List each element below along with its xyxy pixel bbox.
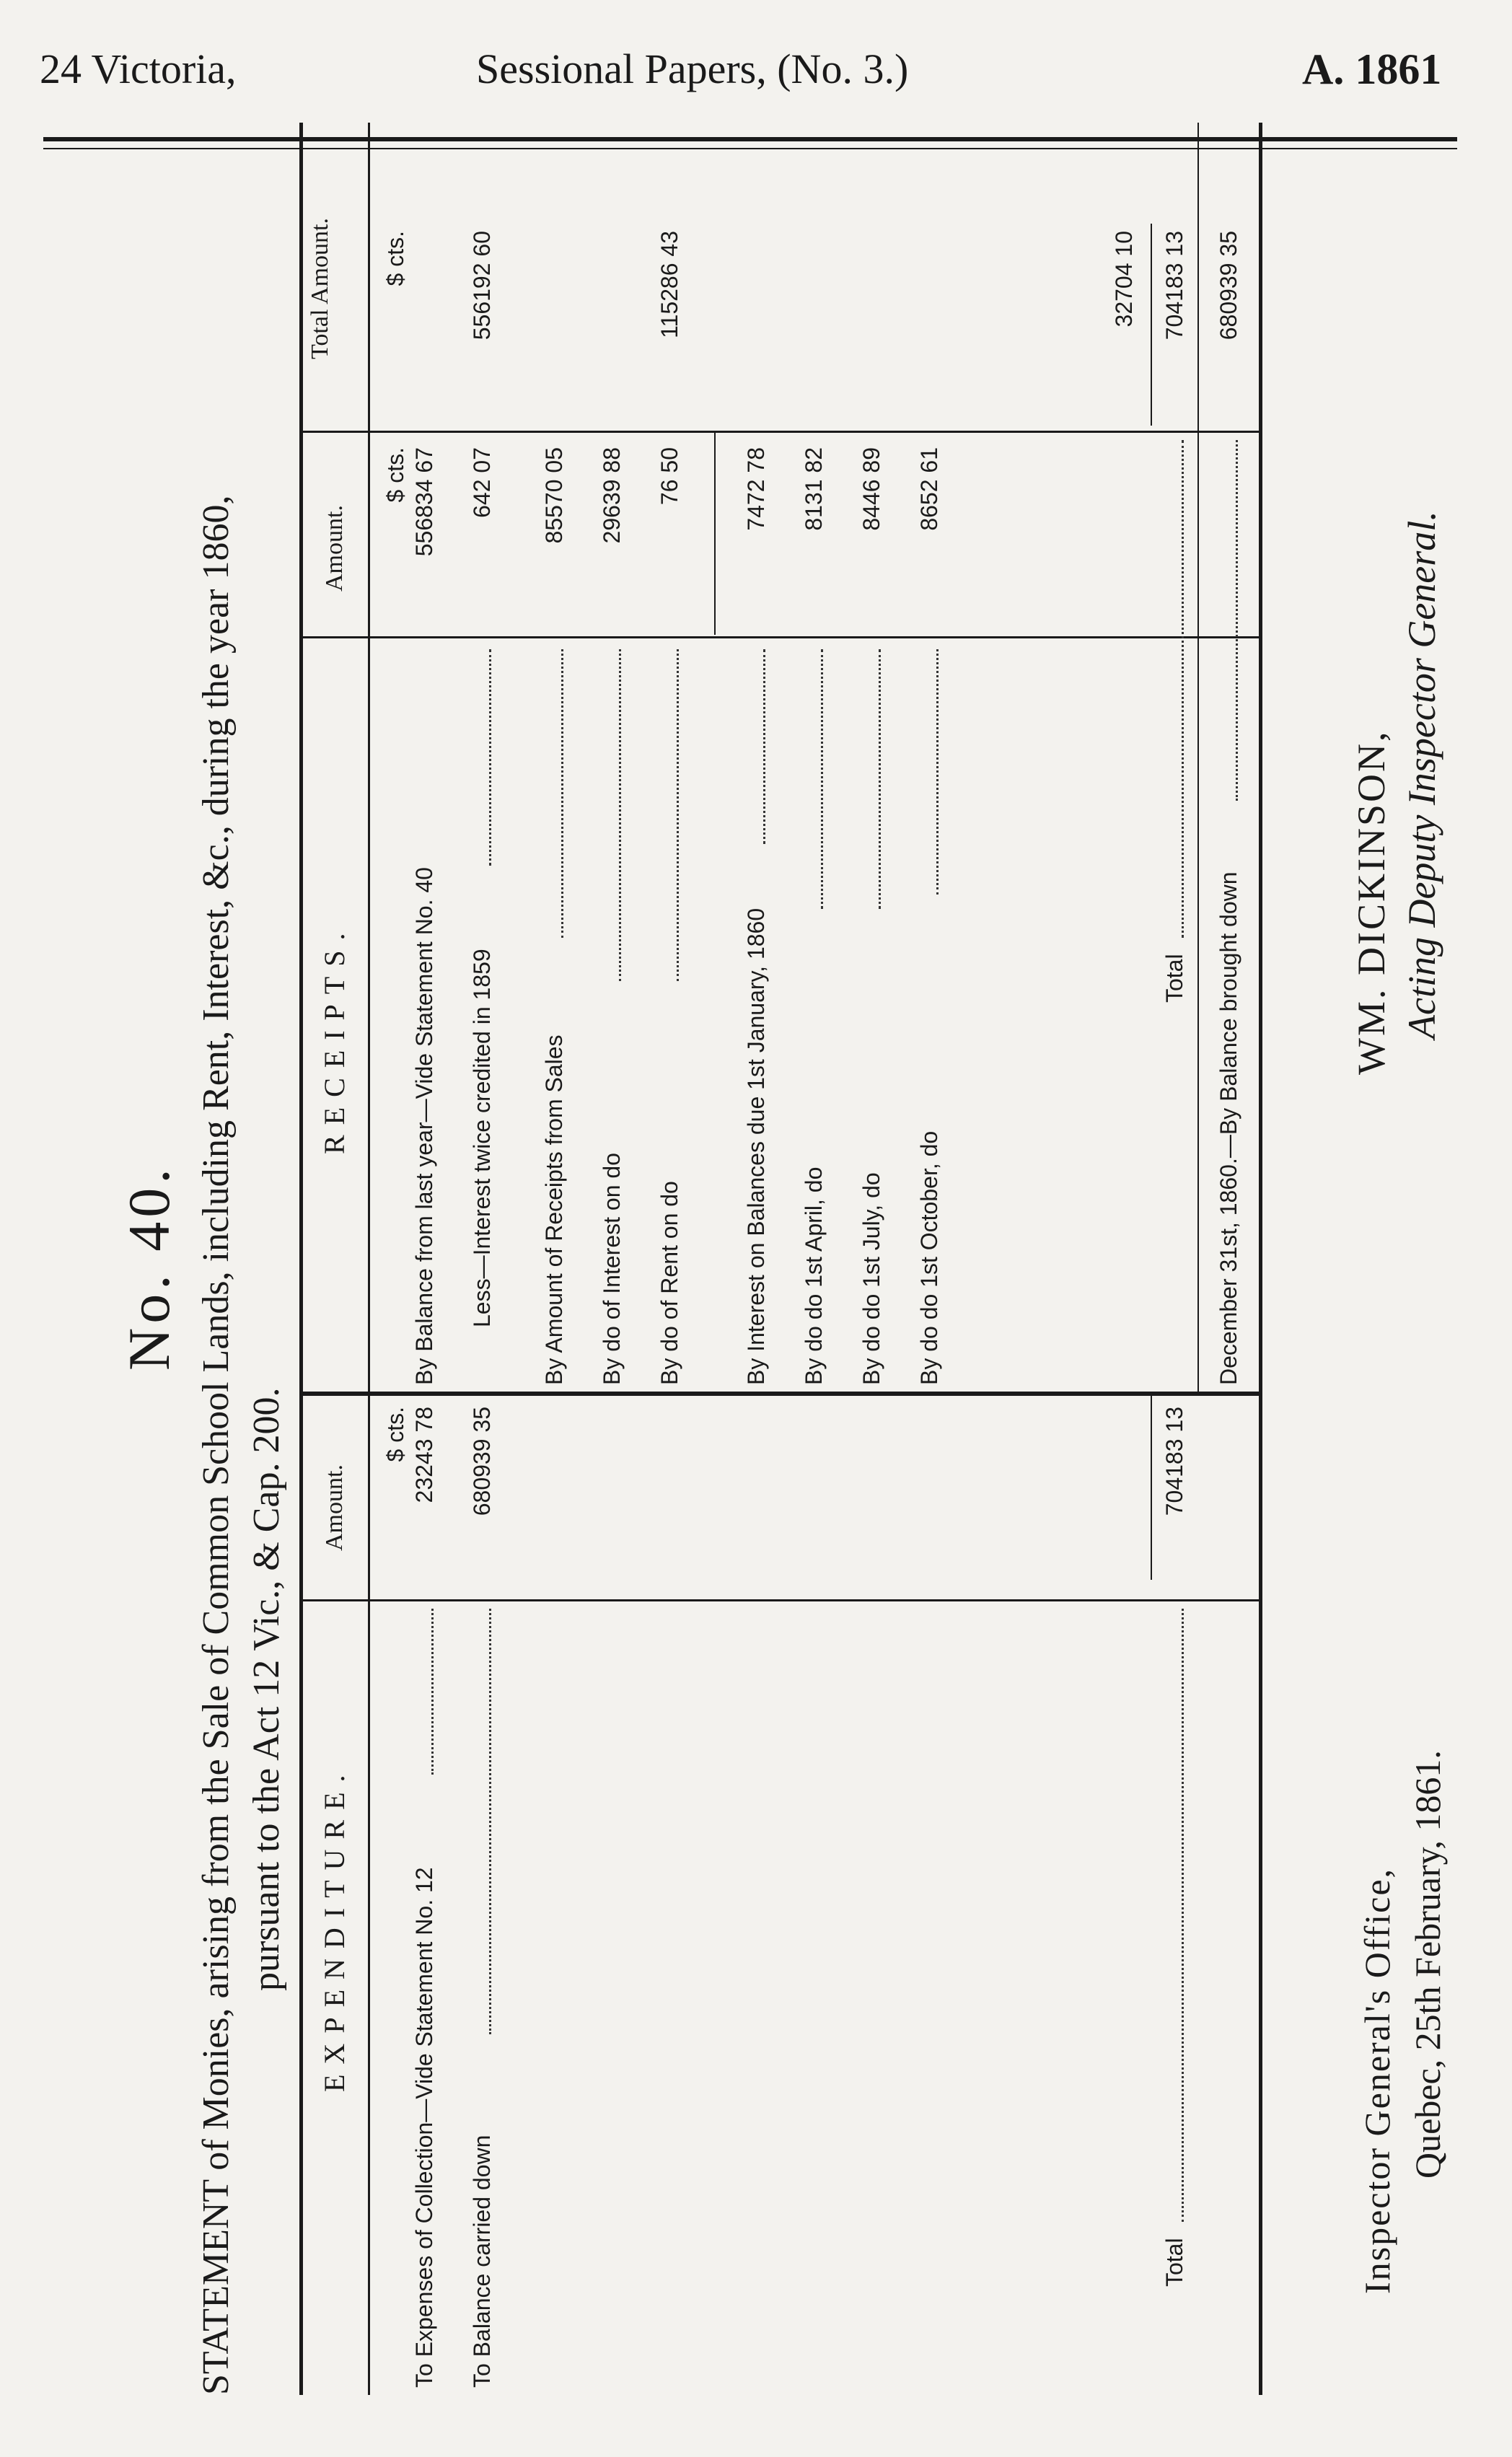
divider-receipts-amount <box>299 636 1259 638</box>
rec-row-8-amount: 8446 89 <box>858 447 884 531</box>
rec-sub-rule-1 <box>714 433 716 635</box>
table-bottom-rule <box>1259 123 1262 2395</box>
rec-total-leader <box>1182 440 1184 938</box>
rec-row-3-label: By Amount of Receipts from Sales <box>541 1034 567 1385</box>
rec-total-amount: 704183 13 <box>1161 231 1187 340</box>
exp-total-amount: 704183 13 <box>1161 1407 1187 1516</box>
rec-row-5-amount: 76 50 <box>656 447 682 506</box>
rec-row-3-leader <box>561 649 563 938</box>
exp-total-leader <box>1182 1609 1184 2222</box>
rec-row-5-total: 115286 43 <box>656 231 682 338</box>
rec-balance-label: December 31st, 1860.—By Balance brought down <box>1216 871 1241 1385</box>
divider-amount-total <box>299 431 1259 433</box>
header-left: 24 Victoria, <box>40 45 237 92</box>
rec-row-5-label: By do of Rent on do <box>656 1181 682 1385</box>
table-header-rule <box>368 123 370 2395</box>
rec-row-3-amount: 85570 05 <box>541 447 567 544</box>
rec-row-6-label: By Interest on Balances due 1st January, 1860 <box>743 907 769 1385</box>
rec-row-2-leader <box>489 649 491 866</box>
rec-balance-rule <box>1197 123 1199 1392</box>
divider-exp-receipts <box>299 1392 1259 1396</box>
exp-row-1-label: To Expenses of Collection—Vide Statement No. 12 <box>411 1867 437 2388</box>
document-title-line2: pursuant to the Act 12 Vic., & Cap. 200. <box>246 1387 287 1991</box>
rotated-statement <box>115 123 1472 2395</box>
expenditure-heading: EXPENDITURE. <box>318 1764 351 2092</box>
rec-row-1-amount: 556834 67 <box>411 447 437 557</box>
rec-row-9-leader <box>936 649 939 895</box>
receipts-total-heading: Total Amount. <box>307 218 333 359</box>
rec-total-label: Total <box>1161 954 1187 1003</box>
rec-row-7-label: By do do 1st April, do <box>801 1166 827 1385</box>
exp-total-rule <box>1151 1396 1152 1580</box>
total-currency: $ cts. <box>382 231 408 286</box>
rec-row-6-amount: 7472 78 <box>743 447 769 531</box>
header-right: A. 1861 <box>1302 45 1442 93</box>
rec-row-8-leader <box>879 649 881 909</box>
exp-row-1-amount: 23243 78 <box>411 1407 437 1503</box>
rec-row-9-total: 32704 10 <box>1111 231 1137 328</box>
rec-row-7-amount: 8131 82 <box>801 447 827 531</box>
rec-row-9-amount: 8652 61 <box>916 447 942 531</box>
rec-row-2-label: Less—Interest twice credited in 1859 <box>469 949 495 1327</box>
rec-row-8-label: By do do 1st July, do <box>858 1172 884 1385</box>
exp-currency: $ cts. <box>382 1407 408 1462</box>
document-number: No. 40. <box>116 1164 182 1371</box>
exp-row-2-label: To Balance carried down <box>469 2135 495 2388</box>
receipts-heading: RECEIPTS. <box>318 923 351 1154</box>
header-center: Sessional Papers, (No. 3.) <box>476 45 909 92</box>
office-line1: Inspector General's Office, <box>1357 1867 1397 2294</box>
signature-name: WM. DICKINSON, <box>1350 729 1393 1075</box>
office-line2: Quebec, 25th February, 1861. <box>1407 1750 1448 2179</box>
rec-row-7-leader <box>821 649 823 909</box>
rec-balance-leader <box>1236 440 1238 801</box>
table-top-rule <box>299 123 303 2395</box>
rec-row-6-leader <box>763 649 765 844</box>
rec-balance-amount: 680939 35 <box>1216 231 1241 340</box>
rec-row-9-label: By do do 1st October, do <box>916 1130 942 1385</box>
rec-currency: $ cts. <box>382 447 408 503</box>
exp-total-label: Total <box>1161 2238 1187 2287</box>
exp-row-1-leader <box>431 1609 434 1775</box>
rec-total-rule <box>1151 224 1152 426</box>
rec-row-4-amount: 29639 88 <box>599 447 625 544</box>
receipts-amount-heading: Amount. <box>321 505 348 592</box>
signature-title: Acting Deputy Inspector General. <box>1400 511 1443 1039</box>
exp-row-2-leader <box>489 1609 491 2034</box>
rec-row-4-label: By do of Interest on do <box>599 1153 625 1385</box>
exp-row-2-amount: 680939 35 <box>469 1407 495 1516</box>
rec-row-2-amount: 642 07 <box>469 447 495 518</box>
rec-row-1-label: By Balance from last year—Vide Statement No. 40 <box>411 867 437 1385</box>
rec-row-5-leader <box>677 649 679 981</box>
rec-row-2-total: 556192 60 <box>469 231 495 340</box>
expenditure-amount-heading: Amount. <box>321 1464 348 1551</box>
rec-row-4-leader <box>619 649 621 981</box>
document-title-line1: STATEMENT of Monies, arising from the Sale of Common School Lands, including Rent, Interest, &c., during the year 1860, <box>195 495 237 2395</box>
divider-exp-amount <box>299 1599 1259 1601</box>
